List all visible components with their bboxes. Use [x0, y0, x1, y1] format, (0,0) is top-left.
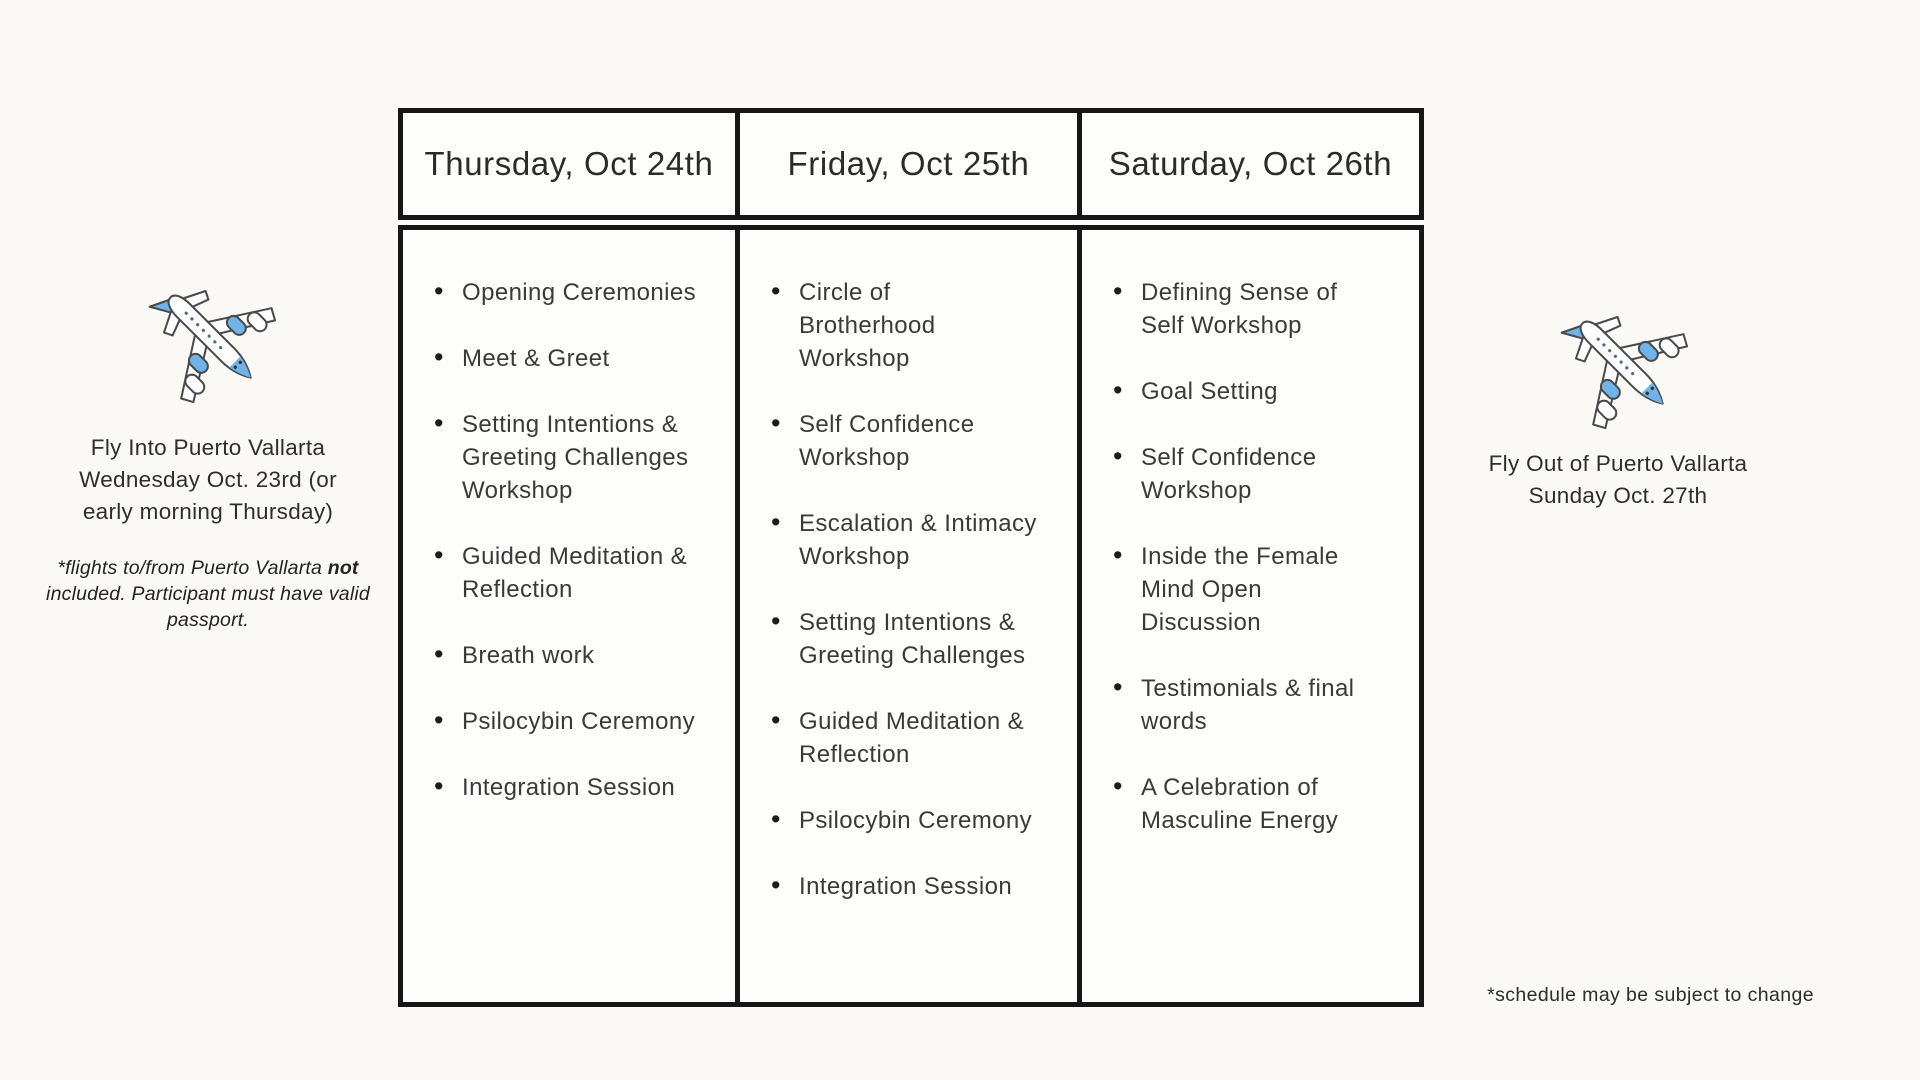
list-item: • Self Confidence Workshop [770, 408, 1067, 474]
list-item: • Goal Setting [1112, 375, 1409, 408]
fly-in-line: Fly Into Puerto Vallarta [90, 435, 326, 460]
column-friday [740, 225, 1082, 1007]
table-body-row [398, 225, 1424, 1007]
column-saturday [1082, 225, 1424, 1007]
column-thursday [398, 225, 740, 1007]
list-item: • Integration Session [770, 870, 1067, 903]
list-item: • Meet & Greet [433, 342, 725, 375]
list-item: • Guided Meditation & Reflection [770, 705, 1067, 771]
header-cell-friday: Friday, Oct 25th [740, 108, 1082, 220]
list-item: • Escalation & Intimacy Workshop [770, 507, 1067, 573]
list-item: • Psilocybin Ceremony [433, 705, 725, 738]
schedule-table [398, 108, 1424, 1007]
airplane-icon [1548, 298, 1700, 432]
list-item: • Circle of Brotherhood Workshop [770, 276, 1067, 375]
list-item: • Testimonials & final words [1112, 672, 1409, 738]
fly-in-text [36, 432, 380, 528]
header-cell-saturday: Saturday, Oct 26th [1082, 108, 1424, 220]
fly-out-line: Sunday Oct. 27th [1528, 483, 1708, 508]
list-item: • Setting Intentions & Greeting Challenges Workshop [433, 408, 725, 507]
fly-out-line: Fly Out of Puerto Vallarta [1488, 451, 1748, 476]
list-item: • A Celebration of Masculine Energy [1112, 771, 1409, 837]
list-item: • Self Confidence Workshop [1112, 441, 1409, 507]
list-item: • Breath work [433, 639, 725, 672]
table-header-row [398, 108, 1424, 220]
thursday-list [433, 276, 725, 804]
list-item: • Integration Session [433, 771, 725, 804]
list-item: • Setting Intentions & Greeting Challenges [770, 606, 1067, 672]
fly-in-line: early morning Thursday) [82, 499, 334, 524]
header-cell-thursday: Thursday, Oct 24th [398, 108, 740, 220]
schedule-change-note: *schedule may be subject to change [1487, 984, 1814, 1006]
list-item: • Psilocybin Ceremony [770, 804, 1067, 837]
fly-in-line: Wednesday Oct. 23rd (or [79, 467, 337, 492]
fly-out-text [1446, 448, 1790, 512]
airplane-icon [136, 272, 288, 406]
list-item: • Inside the Female Mind Open Discussion [1112, 540, 1409, 639]
friday-list [770, 276, 1067, 903]
flight-disclaimer-note: *flights to/from Puerto Vallarta not included. Participant must have valid passport. [46, 557, 370, 631]
saturday-list [1112, 276, 1409, 837]
bold-not: not [327, 557, 359, 579]
list-item: • Guided Meditation & Reflection [433, 540, 725, 606]
list-item: • Opening Ceremonies [433, 276, 725, 309]
list-item: • Defining Sense of Self Workshop [1112, 276, 1409, 342]
